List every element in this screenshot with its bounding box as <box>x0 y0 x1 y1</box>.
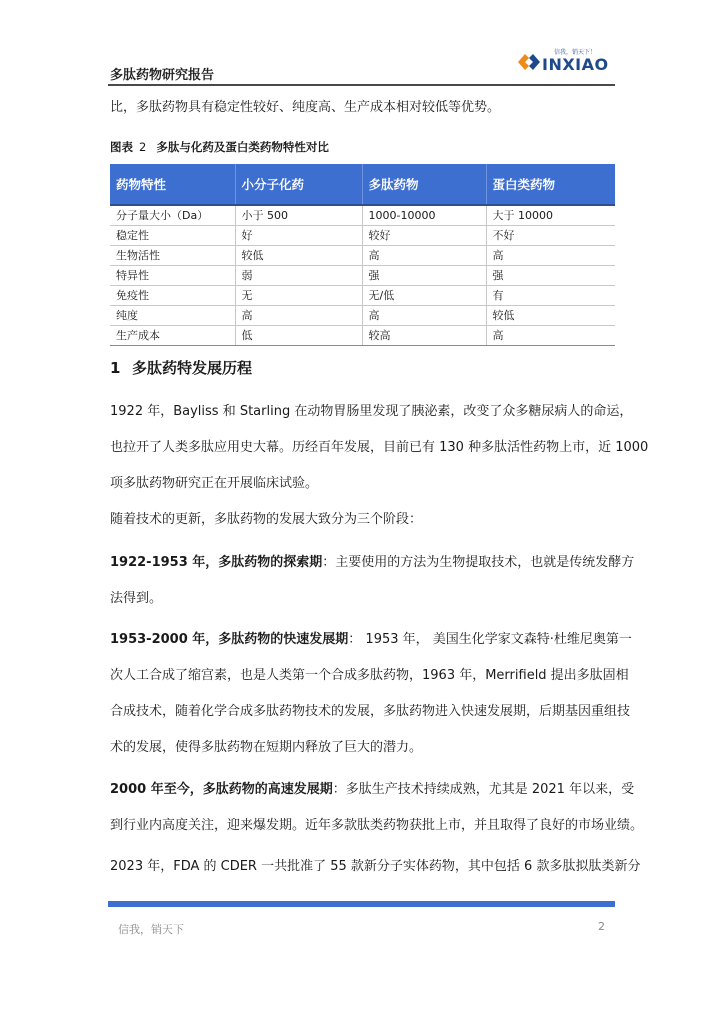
table-cell: 纯度 <box>110 306 235 326</box>
table-header-cell: 多肽药物 <box>362 164 486 205</box>
table-cell: 较低 <box>486 306 615 326</box>
table-cell: 高 <box>362 306 486 326</box>
paragraph-line: 随着技术的更新，多肽药物的发展大致分为三个阶段： <box>110 512 423 527</box>
table-cell: 生物活性 <box>110 246 235 266</box>
paragraph-line: 到行业内高度关注，迎来爆发期。近年多款肽类药物获批上市，并且取得了良好的市场业绩。 <box>110 818 644 833</box>
table-row <box>110 246 615 266</box>
table-cell: 好 <box>235 226 362 246</box>
table-cell: 高 <box>235 306 362 326</box>
stage-2-text: ： 1953 年， 美国生化学家文森特·杜维尼奥第一 <box>348 632 632 647</box>
table-cell: 弱 <box>235 266 362 286</box>
comparison-table <box>110 164 615 346</box>
stage-2-heading: 1953-2000 年，多肽药物的快速发展期 <box>110 632 349 647</box>
table-cell: 大于 10000 <box>486 205 615 226</box>
table-header-row <box>110 164 615 205</box>
table-row <box>110 286 615 306</box>
table-row <box>110 326 615 346</box>
paragraph-history-intro <box>110 394 649 502</box>
footer-slogan: 信我，销天下 <box>118 923 184 936</box>
paragraph-stage-2 <box>110 622 632 766</box>
paragraph-line: 次人工合成了缩宫素，也是人类第一个合成多肽药物，1963 年，Merrifield 提出多肽固相 <box>110 668 629 683</box>
paragraph-line: 2023 年，FDA 的 CDER 一共批准了 55 款新分子实体药物，其中包括 6 款多肽拟肽类新分 <box>110 859 641 874</box>
table-cell: 强 <box>486 266 615 286</box>
paragraph-stage-3 <box>110 772 644 844</box>
footer-bar <box>108 901 615 907</box>
table-cell: 分子量大小（Da） <box>110 205 235 226</box>
paragraph-2023-approvals <box>110 849 641 885</box>
table-header-cell: 小分子化药 <box>235 164 362 205</box>
logo-wordmark: INXIAO <box>542 55 609 74</box>
stage-1-text: ：主要使用的方法为生物提取技术，也就是传统发酵方 <box>322 555 635 570</box>
table-cell: 稳定性 <box>110 226 235 246</box>
paragraph-line: 合成技术，随着化学合成多肽药物技术的发展，多肽药物进入快速发展期，后期基因重组技 <box>110 704 631 719</box>
table-header-cell: 蛋白类药物 <box>486 164 615 205</box>
section-heading <box>110 357 252 378</box>
table-cell: 较低 <box>235 246 362 266</box>
paragraph-line: 1922 年，Bayliss 和 Starling 在动物胃肠里发现了胰泌素，改变了众多糖尿病人的命运， <box>110 404 633 419</box>
paragraph-stage-1 <box>110 545 635 617</box>
table-cell: 特异性 <box>110 266 235 286</box>
paragraph-line: 术的发展，使得多肽药物在短期内释放了巨大的潜力。 <box>110 740 423 755</box>
figure-number: 2 <box>139 140 147 154</box>
x-logo-icon <box>518 51 540 73</box>
table-cell: 高 <box>486 326 615 346</box>
table-row <box>110 306 615 326</box>
paragraph-line: 法得到。 <box>110 591 163 606</box>
stage-1-heading: 1922-1953 年，多肽药物的探索期 <box>110 555 323 570</box>
table-cell: 小于 500 <box>235 205 362 226</box>
table-cell: 无/低 <box>362 286 486 306</box>
figure-label: 图表 <box>110 140 133 154</box>
figure-title: 多肽与化药及蛋白类药物特性对比 <box>156 140 329 154</box>
table-row <box>110 266 615 286</box>
stage-3-text: ：多肽生产技术持续成熟，尤其是 2021 年以来，受 <box>332 782 635 797</box>
section-title: 多肽药特发展历程 <box>132 359 253 377</box>
page-number: 2 <box>598 920 605 933</box>
table-row <box>110 226 615 246</box>
logo-slogan: 信我，销天下！ <box>554 49 597 56</box>
paragraph-line: 也拉开了人类多肽应用史大幕。历经百年发展，目前已有 130 种多肽活性药物上市，近 1000 <box>110 440 649 455</box>
header-divider <box>108 84 615 86</box>
table-cell: 不好 <box>486 226 615 246</box>
table-cell: 有 <box>486 286 615 306</box>
paragraph-line: 项多肽药物研究正在开展临床试验。 <box>110 476 319 491</box>
table-cell: 1000-10000 <box>362 205 486 226</box>
paragraph-stages-intro <box>110 502 620 538</box>
table-cell: 较好 <box>362 226 486 246</box>
stage-3-heading: 2000 年至今，多肽药物的高速发展期 <box>110 782 333 797</box>
table-row <box>110 205 615 226</box>
table-cell: 低 <box>235 326 362 346</box>
lead-text: 比，多肽药物具有稳定性较好、纯度高、生产成本相对较低等优势。 <box>110 100 501 115</box>
table-cell: 较高 <box>362 326 486 346</box>
table-header-cell: 药物特性 <box>110 164 235 205</box>
report-title: 多肽药物研究报告 <box>110 68 215 83</box>
table-cell: 免疫性 <box>110 286 235 306</box>
table-cell: 高 <box>486 246 615 266</box>
table-cell: 强 <box>362 266 486 286</box>
figure-caption <box>110 139 329 155</box>
table-cell: 无 <box>235 286 362 306</box>
table-cell: 高 <box>362 246 486 266</box>
section-number: 1 <box>110 359 121 377</box>
company-logo <box>518 45 618 77</box>
table-cell: 生产成本 <box>110 326 235 346</box>
